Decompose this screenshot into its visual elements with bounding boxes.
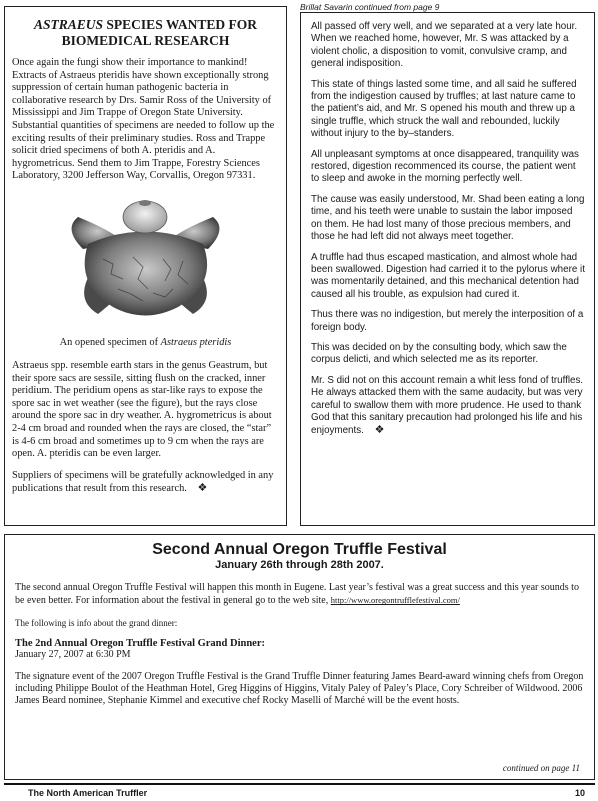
- festival-intro: [15, 582, 584, 608]
- festival-dates: January 26th through 28th 2007.: [215, 559, 384, 571]
- caption-species: Astraeus pteridis: [160, 336, 232, 348]
- paragraph: A truffle had thus escaped mastication, and almost whole had been swallowed. Digestion had carried it to the pylorus where it was momentarily detained, and this mechanical detention had caused all his trouble, as expulsion had cured it.: [311, 251, 585, 300]
- festival-website-link[interactable]: http://www.oregontrufflefestival.com/: [330, 595, 460, 606]
- page-footer: [4, 783, 595, 801]
- publication-name: The North American Truffler: [28, 788, 148, 798]
- photo-caption: [12, 337, 279, 348]
- continued-from-label: Brillat Savarin continued from page 9: [300, 2, 440, 12]
- paragraph: All unpleasant symptoms at once disappeared, tranquility was restored, digestion recommenced its course, the patient went to sleep and awoke in the morning perfectly well.: [311, 148, 579, 185]
- page-number: 10: [574, 788, 585, 798]
- dinner-date: January 27, 2007 at 6:30 PM: [15, 649, 131, 661]
- closing-text: Suppliers of specimens will be gratefully acknowledged in any publications that result from this research.: [12, 469, 274, 495]
- grand-dinner-lead: The following is info about the grand dinner:: [15, 617, 178, 628]
- title-genus: ASTRAEUS: [34, 17, 104, 32]
- paragraph: All passed off very well, and we separated at a very late hour. When we reached home, however, Mr. S was attacked by a violent cholic, a disposition to vomit, convulsive cramp, and general indisposition.: [311, 21, 578, 70]
- paragraph: Thus there was no indigestion, but merely the interposition of a foreign body.: [311, 309, 584, 333]
- article-description: Astraeus spp. resemble earth stars in the genus Geastrum, but their spore sacs are sessile, sitting flush on the cracked, inner peridium. The peridium opens as star-like rays to expose the spore sac in wet weather (see the figure), but the rays close around the spore sac in dry weather. A. hygrometricus is about 2-4 cm broad and rounded when the rays are closed, the “star” is 4-6 cm broad and sometimes up to 9 cm when the rays are open. A. pteridis can be even larger.: [12, 359, 272, 460]
- caption-prefix: An opened specimen of: [59, 336, 161, 348]
- truffle-festival-article: [4, 534, 595, 780]
- title-rest: SPECIES WANTED FOR BIOMEDICAL RESEARCH: [61, 17, 257, 48]
- paragraph: This state of things lasted some time, and all said he suffered from the indigestion caused by truffles; at last nature came to the patient’s aid, and Mr. S opened his mouth and threw up a single truffle, which struck the wall and rebounded, luckily without injury to the by–standers.: [311, 78, 577, 140]
- article-closing: [12, 470, 279, 496]
- paragraph-last: [311, 375, 586, 438]
- paragraph: The cause was easily understood, Mr. Shad been eating a long time, and his teeth were unable to sustain the labor imposed on them. He had lost many of those precious members, and those he had left did not always meet together.: [311, 193, 585, 243]
- festival-title: Second Annual Oregon Truffle Festival: [152, 541, 447, 558]
- dinner-description: The signature event of the 2007 Oregon Truffle Festival is the Grand Truffle Dinner featuring James Beard-award winning chefs from Oregon including Philippe Boulot of the Heathman Hotel, Greg Higgins of Higgins, Vitaly Paley of Paley’s Place, Cory Schreiber of Wildwood. 2006 James Beard nominee, Stephanie Kimmel and executive chef Rocky Maselli of Marché will be the event hosts.: [15, 670, 584, 707]
- dinner-title: The 2nd Annual Oregon Truffle Festival Grand Dinner:: [15, 638, 265, 650]
- paragraph-text: Mr. S did not on this account remain a whit less fond of truffles. He always attacked them with the same audacity, but was very careful to swallow them with more prudence. He used to thank God that this sanitary precaution had prolonged his life and his enjoyments.: [311, 374, 584, 437]
- article-title: [12, 17, 279, 49]
- end-mark-icon: ❖: [374, 424, 385, 437]
- article-intro: Once again the fungi show their importance to mankind! Extracts of Astraeus pteridis have shown exceptionally strong suppression of certain human pathogenic bacteria in collaborative research by Drs. Samir Ross of the University of Mississippi and Jim Trappe of Oregon State University. Substantial quantities of specimens are needed to follow up the exciting results of their preliminary studies. Ross and Trappe solicit dried specimens of both A. pteridis and A. hygrometricus. Send them to Jim Trappe, Forestry Sciences Laboratory, 3200 Jefferson Way, Corvallis, Oregon 97331.: [12, 57, 275, 182]
- continued-on-label: continued on page 11: [502, 763, 580, 773]
- astraeus-article: [4, 6, 287, 526]
- astraeus-specimen-photo: [53, 189, 238, 329]
- festival-intro-text: The second annual Oregon Truffle Festival will happen this month in Eugene. Last year’s festival was a great success and this year sounds to be even better. For information about the festival in general go to the web site,: [15, 582, 579, 607]
- end-mark-icon: ❖: [197, 482, 208, 495]
- paragraph: This was decided on by the consulting body, which saw the corpus delicti, and which selected me as its reporter.: [311, 341, 567, 366]
- brillat-savarin-article: [300, 12, 595, 526]
